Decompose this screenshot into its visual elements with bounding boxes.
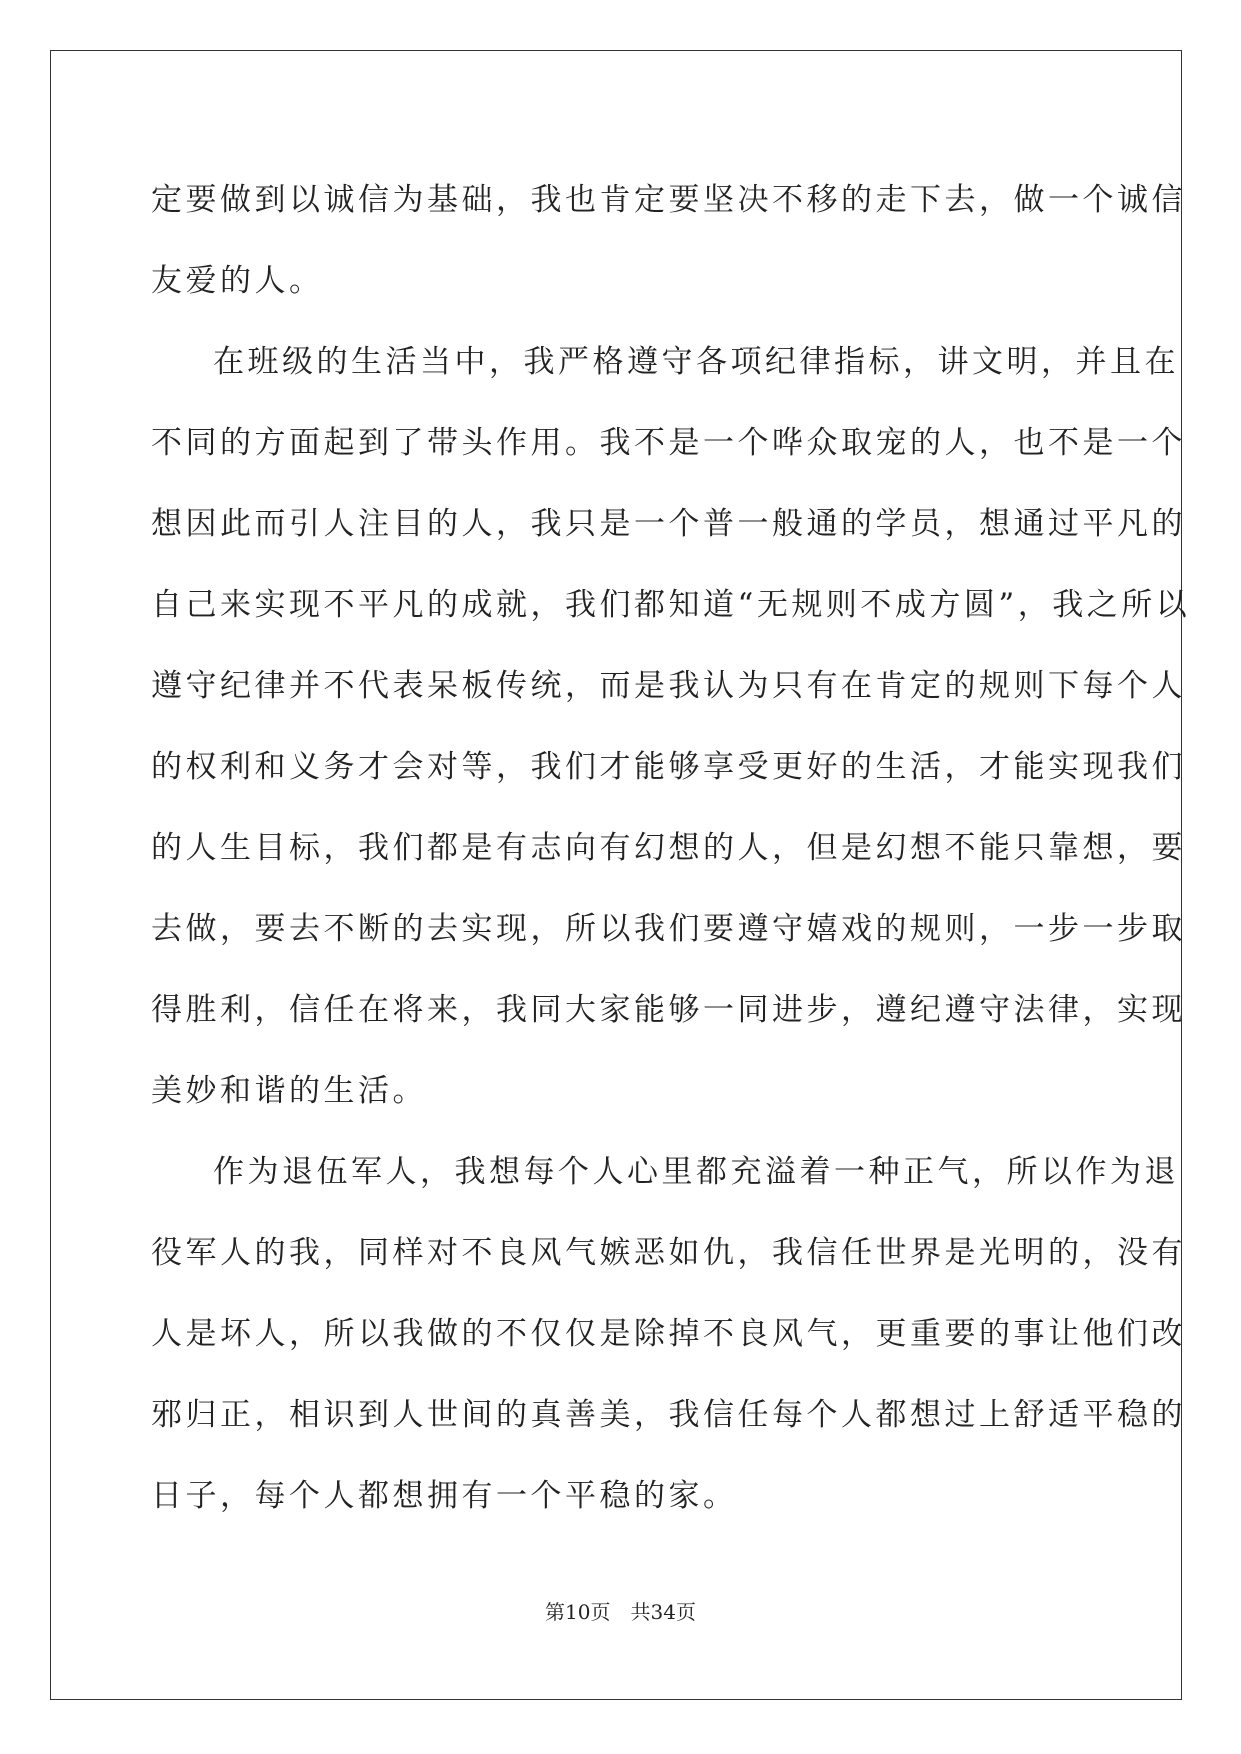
text-line: 自己来实现不平凡的成就，我们都知道“无规则不成方圆”，我之所以 (151, 587, 1191, 623)
page-number-footer: 第10页 共34页 (545, 1600, 696, 1624)
text-line: 役军人的我，同样对不良风气嫉恶如仇，我信任世界是光明的，没有 (151, 1235, 1186, 1271)
text-line: 得胜利，信任在将来，我同大家能够一同进步，遵纪遵守法律，实现 (151, 992, 1186, 1028)
text-line: 作为退伍军人，我想每个人心里都充溢着一种正气，所以作为退 (213, 1154, 1179, 1190)
paragraph-3 (151, 1132, 1186, 1537)
document-body (151, 160, 1191, 1537)
paragraph-2 (151, 322, 1191, 1132)
text-line: 定要做到以诚信为基础，我也肯定要坚决不移的走下去，做一个诚信 (151, 182, 1186, 218)
paragraph-1 (151, 160, 1186, 322)
text-line: 不同的方面起到了带头作用。我不是一个哗众取宠的人，也不是一个 (151, 425, 1186, 461)
text-line: 遵守纪律并不代表呆板传统，而是我认为只有在肯定的规则下每个人 (151, 668, 1186, 704)
text-line: 日子，每个人都想拥有一个平稳的家。 (151, 1478, 738, 1514)
text-line: 人是坏人，所以我做的不仅仅是除掉不良风气，更重要的事让他们改 (151, 1316, 1186, 1352)
text-line: 在班级的生活当中，我严格遵守各项纪律指标，讲文明，并且在 (213, 344, 1179, 380)
text-line: 的权利和义务才会对等，我们才能够享受更好的生活，才能实现我们 (151, 749, 1186, 785)
text-line: 美妙和谐的生活。 (151, 1073, 427, 1109)
text-line: 邪归正，相识到人世间的真善美，我信任每个人都想过上舒适平稳的 (151, 1397, 1186, 1433)
text-line: 去做，要去不断的去实现，所以我们要遵守嬉戏的规则，一步一步取 (151, 911, 1186, 947)
text-line: 友爱的人。 (151, 263, 324, 299)
text-line: 的人生目标，我们都是有志向有幻想的人，但是幻想不能只靠想，要 (151, 830, 1186, 866)
text-line: 想因此而引人注目的人，我只是一个普一般通的学员，想通过平凡的 (151, 506, 1186, 542)
